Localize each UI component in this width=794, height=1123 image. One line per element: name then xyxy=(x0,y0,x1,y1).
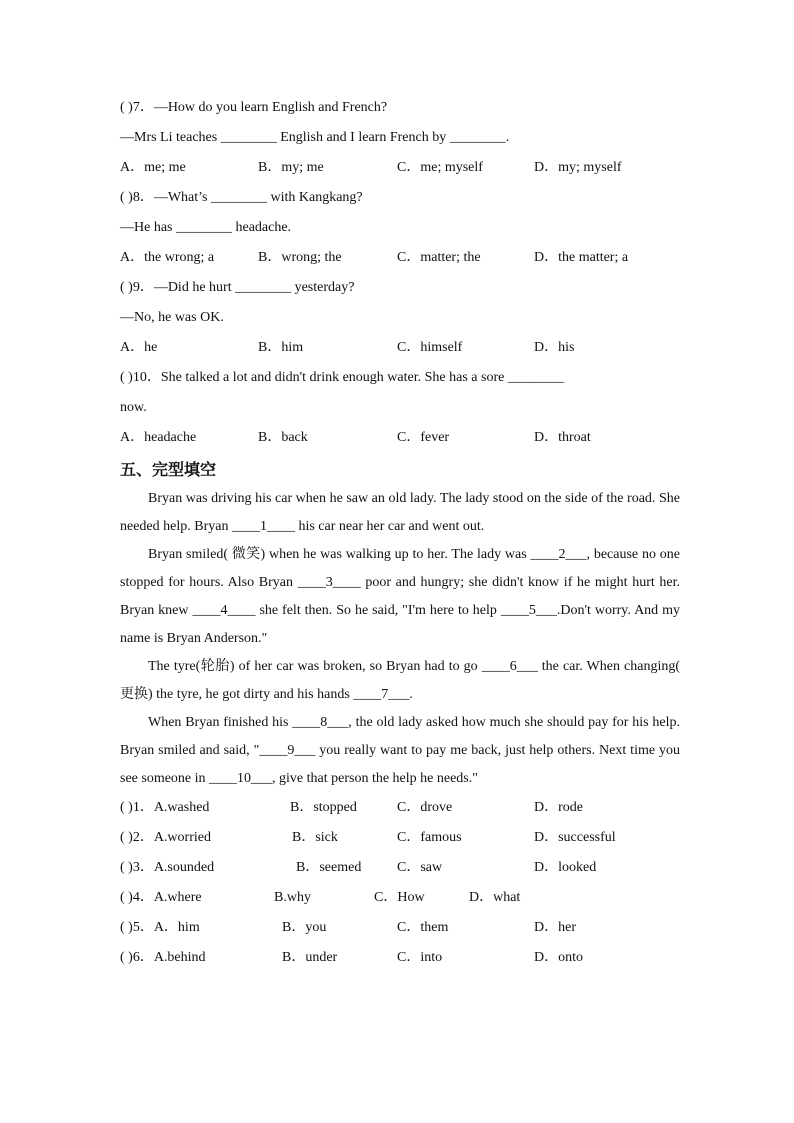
passage-text: When Bryan finished his xyxy=(148,715,289,730)
option-b[interactable]: B．my; me xyxy=(258,160,324,175)
cloze-question-4 xyxy=(120,883,680,913)
option-d[interactable]: D．looked xyxy=(534,860,597,875)
cloze-stem[interactable]: ( )6．A.behind xyxy=(120,950,206,965)
blank-10: ____10___ xyxy=(209,771,273,786)
passage-paragraph-4 xyxy=(120,709,680,793)
option-d[interactable]: D．the matter; a xyxy=(534,250,629,265)
cloze-question-5 xyxy=(120,913,680,943)
blank-7: ____7___ xyxy=(353,687,410,702)
cloze-question-2 xyxy=(120,823,680,853)
option-c[interactable]: C．himself xyxy=(397,340,463,355)
option-b[interactable]: B．you xyxy=(282,920,327,935)
option-d[interactable]: D．rode xyxy=(534,800,583,815)
passage-text: the car. When changing( 更换) the tyre, he got dirty and his hands xyxy=(120,659,681,702)
passage-text: . xyxy=(409,687,413,702)
passage-text: you really want to pay me back, just help others. Next time you see someone in xyxy=(120,743,681,786)
option-c[interactable]: C．famous xyxy=(397,830,462,845)
option-c[interactable]: C．fever xyxy=(397,430,450,445)
blank-8: ____8___ xyxy=(292,715,349,730)
blank-9: ____9___ xyxy=(259,743,316,758)
cloze-question-3 xyxy=(120,853,680,883)
question-10-stem: ( )10．She talked a lot and didn't drink enough water. She has a sore ________ xyxy=(120,370,564,385)
option-b[interactable]: B．seemed xyxy=(296,860,362,875)
passage-paragraph-2 xyxy=(120,541,680,653)
cloze-question-1 xyxy=(120,793,680,823)
option-b[interactable]: B．under xyxy=(282,950,338,965)
option-b[interactable]: B．wrong; the xyxy=(258,250,342,265)
cloze-stem[interactable]: ( )1．A.washed xyxy=(120,800,210,815)
question-10-options xyxy=(120,423,680,453)
blank-1: ____1____ xyxy=(231,519,295,534)
option-c[interactable]: C．matter; the xyxy=(397,250,481,265)
passage-text: , the old lady asked how much she should pay for his help. Bryan smiled and said, " xyxy=(120,715,680,758)
option-b[interactable]: B．sick xyxy=(292,830,338,845)
option-c[interactable]: C．How xyxy=(374,890,425,905)
option-d[interactable]: D．successful xyxy=(534,830,616,845)
option-d[interactable]: D．her xyxy=(534,920,576,935)
option-d[interactable]: D．my; myself xyxy=(534,160,622,175)
blank-4: ____4____ xyxy=(192,603,256,618)
blank-3: ____3____ xyxy=(297,575,361,590)
option-c[interactable]: C．me; myself xyxy=(397,160,483,175)
passage-text: , because no one stopped for hours. Also Bryan xyxy=(120,547,680,590)
option-b[interactable]: B．him xyxy=(258,340,304,355)
question-9-dialogue: —No, he was OK. xyxy=(120,310,224,325)
passage-text: The tyre(轮胎) of her car was broken, so Bryan had to go xyxy=(148,659,478,674)
question-7-dialogue: —Mrs Li teaches ________ English and I learn French by ________. xyxy=(120,130,510,145)
passage-text: his car near her car and went out. xyxy=(298,519,485,534)
passage-paragraph-3 xyxy=(120,653,680,709)
question-8-stem: ( )8．—What’s ________ with Kangkang? xyxy=(120,190,363,205)
option-a[interactable]: A．he xyxy=(120,340,158,355)
passage-text: she felt then. So he said, "I'm here to help xyxy=(259,603,497,618)
option-c[interactable]: C．drove xyxy=(397,800,453,815)
question-7-options xyxy=(120,153,680,183)
section-heading: 五、完型填空 xyxy=(120,460,217,479)
option-b[interactable]: B．stopped xyxy=(290,800,357,815)
option-d[interactable]: D．throat xyxy=(534,430,591,445)
question-7-stem: ( )7．—How do you learn English and French? xyxy=(120,100,388,115)
passage-text: poor and hungry; she didn't know if he might hurt her. Bryan knew xyxy=(120,575,681,618)
passage-text: Bryan smiled( 微笑) when he was walking up to her. The lady was xyxy=(148,547,527,562)
option-b[interactable]: B.why xyxy=(274,890,311,905)
passage-text: , give that person the help he needs." xyxy=(272,771,478,786)
worksheet-page xyxy=(120,93,680,973)
question-8-dialogue: —He has ________ headache. xyxy=(120,220,292,235)
passage-text: Bryan was driving his car when he saw an old lady. The lady stood on the side of the road. She needed help. Bryan xyxy=(120,491,680,534)
blank-6: ____6___ xyxy=(481,659,538,674)
cloze-stem[interactable]: ( )3．A.sounded xyxy=(120,860,215,875)
option-c[interactable]: C．them xyxy=(397,920,449,935)
cloze-question-6 xyxy=(120,943,680,973)
option-d[interactable]: D．what xyxy=(469,890,521,905)
blank-2: ____2___ xyxy=(530,547,587,562)
option-a[interactable]: A．me; me xyxy=(120,160,186,175)
question-9-options xyxy=(120,333,680,363)
cloze-stem[interactable]: ( )5．A．him xyxy=(120,920,200,935)
option-a[interactable]: A．headache xyxy=(120,430,197,445)
blank-5: ____5___ xyxy=(500,603,557,618)
option-a[interactable]: A．the wrong; a xyxy=(120,250,215,265)
option-d[interactable]: D．onto xyxy=(534,950,583,965)
passage-text: .Don't worry. And my name is Bryan Anderson." xyxy=(120,603,681,646)
passage-paragraph-1 xyxy=(120,485,680,541)
option-b[interactable]: B．back xyxy=(258,430,308,445)
option-c[interactable]: C．saw xyxy=(397,860,443,875)
question-10-stem-continued: now. xyxy=(120,400,147,415)
cloze-stem[interactable]: ( )2．A.worried xyxy=(120,830,211,845)
question-8-options xyxy=(120,243,680,273)
option-c[interactable]: C．into xyxy=(397,950,443,965)
cloze-stem[interactable]: ( )4．A.where xyxy=(120,890,202,905)
question-9-stem: ( )9．—Did he hurt ________ yesterday? xyxy=(120,280,355,295)
option-d[interactable]: D．his xyxy=(534,340,575,355)
